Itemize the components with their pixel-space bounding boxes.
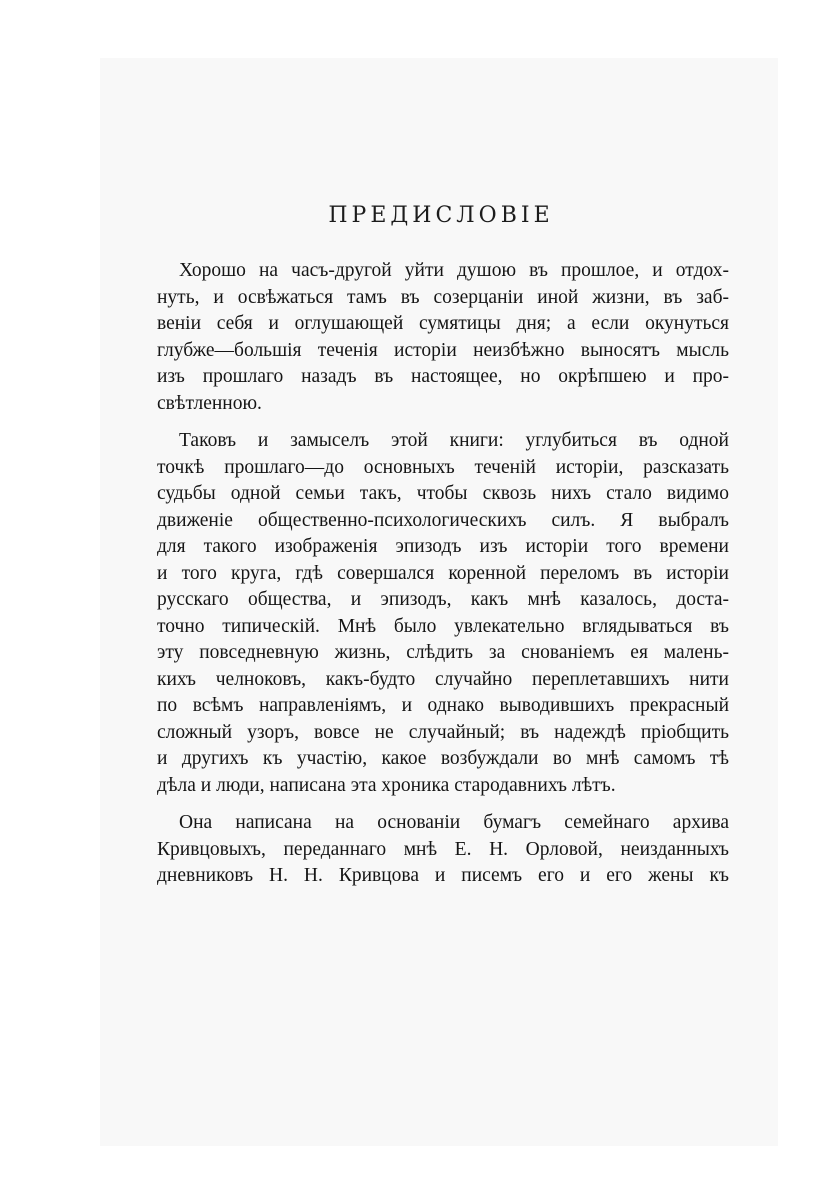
text-line: сложный узоръ, вовсе не случайный; въ надеждѣ пріобщить — [157, 721, 729, 743]
text-line: русскаго общества, и эпизодъ, какъ мнѣ казалось, доста- — [157, 589, 729, 610]
text-line: дѣла и люди, написана эта хроника стародавнихъ лѣтъ. — [157, 774, 616, 796]
text-line: Таковъ и замыселъ этой книги: углубиться въ одной — [179, 430, 729, 451]
paragraph — [157, 428, 729, 799]
paragraph — [157, 810, 729, 890]
text-line: движеніе общественно-психологическихъ силъ. Я выбралъ — [157, 509, 729, 531]
preface-text — [157, 258, 729, 890]
page-title: ПРЕДИСЛОВІЕ — [328, 203, 554, 228]
text-line: и того круга, гдѣ совершался коренной переломъ въ исторіи — [157, 562, 729, 584]
text-line: точкѣ прошлаго—до основныхъ теченій исторіи, разсказать — [157, 456, 729, 478]
text-line: глубже—большія теченія исторіи неизбѣжно выносятъ мысль — [157, 339, 729, 361]
text-line: по всѣмъ направленіямъ, и однако выводившихъ прекрасный — [157, 695, 729, 716]
text-line: свѣтленною. — [157, 392, 262, 414]
text-line: изъ прошлаго назадъ въ настоящее, но окрѣпшею и про- — [157, 366, 729, 387]
text-line: Кривцовыхъ, переданнаго мнѣ Е. Н. Орловой, неизданныхъ — [157, 838, 729, 860]
text-line: дневниковъ Н. Н. Кривцова и писемъ его и его жены къ — [157, 865, 729, 886]
text-line: веніи себя и оглушающей сумятицы дня; а если окунуться — [157, 313, 729, 334]
text-line: Хорошо на часъ-другой уйти душою въ прошлое, и отдох- — [179, 260, 729, 281]
text-line: и другихъ къ участію, какое возбуждали во мнѣ самомъ тѣ — [157, 748, 729, 769]
text-line: нуть, и освѣжаться тамъ въ созерцаніи иной жизни, въ заб- — [157, 286, 729, 308]
paragraph — [157, 258, 729, 417]
text-line: судьбы одной семьи такъ, чтобы сквозь нихъ стало видимо — [157, 483, 729, 504]
text-line: точно типическій. Мнѣ было увлекательно вглядываться въ — [157, 615, 729, 637]
text-line: кихъ челноковъ, какъ-будто случайно переплетавшихъ нити — [157, 668, 729, 690]
text-line: эту повседневную жизнь, слѣдить за снованіемъ ея малень- — [157, 642, 729, 663]
text-line: Она написана на основаніи бумагъ семейнаго архива — [179, 812, 729, 833]
text-line: для такого изображенія эпизодъ изъ исторіи того времени — [157, 536, 729, 557]
